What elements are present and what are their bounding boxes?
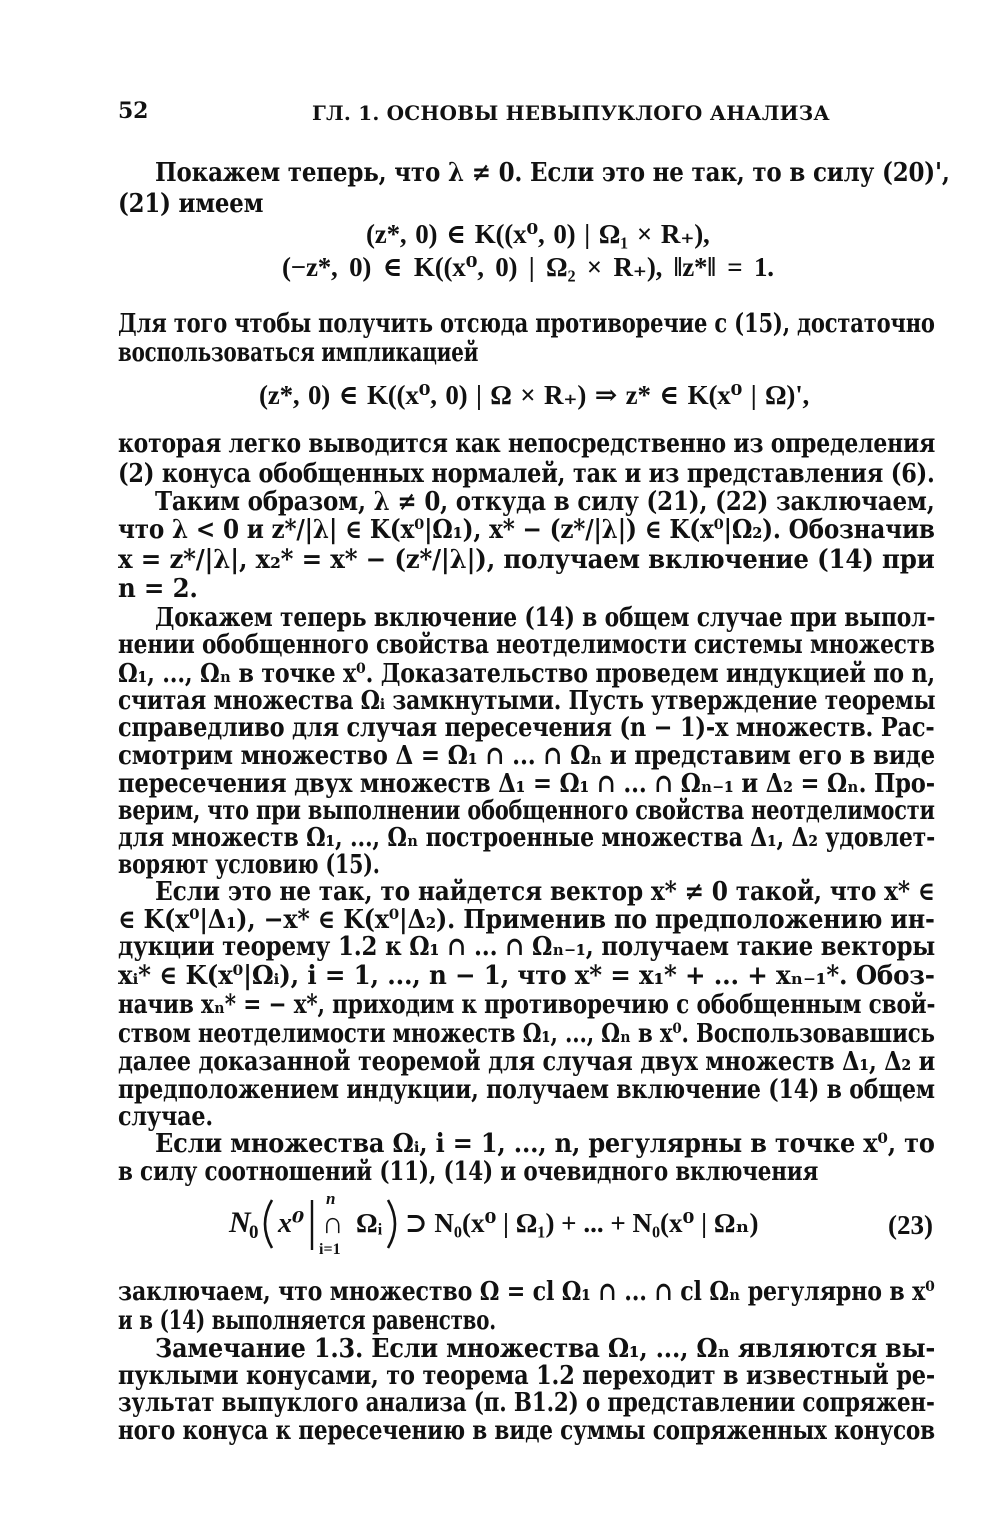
text-line: Если это не так, то найдется вектор x* ≠ 0 такой, что x* ∈ bbox=[155, 877, 935, 907]
text-line: которая легко выводится как непосредственно из определения bbox=[118, 429, 936, 459]
formula-line: (z*, 0) ∈ K((x⁰, 0) | Ω × R₊) ⇒ z* ∈ K(x⁰ | Ω)', bbox=[259, 380, 810, 410]
text-line: (21) имеем bbox=[118, 189, 264, 219]
eq-rhs: ⊃ N₀(x⁰ | Ω₁) + ... + N₀(x⁰ | Ωₙ) bbox=[405, 1208, 759, 1238]
eq-N-subscript: 0 bbox=[249, 1222, 259, 1243]
display-equation bbox=[0, 1186, 1000, 1266]
eq-N: N bbox=[229, 1206, 251, 1239]
text-line: ∈ K(x⁰|Δ₁), −x* ∈ K(x⁰|Δ₂). Применив по предположению ин- bbox=[118, 905, 935, 935]
text-line: воряют условию (15). bbox=[118, 850, 380, 880]
text-line: пуклыми конусами, то теорема 1.2 переходит в известный ре- bbox=[118, 1361, 935, 1391]
text-line: воспользоваться импликацией bbox=[118, 338, 479, 368]
text-line: что λ < 0 и z*/|λ| ∈ K(x⁰|Ω₁), x* − (z*/|λ|) ∈ K(x⁰|Ω₂). Обозначив bbox=[118, 515, 935, 545]
text-line: и в (14) выполняется равенство. bbox=[118, 1306, 496, 1336]
formula-line: (z*, 0) ∈ K((x⁰, 0) | Ω₁ × R₊), bbox=[366, 219, 710, 249]
text-line: верим, что при выполнении обобщенного свойства неотделимости bbox=[118, 796, 935, 826]
text-line: Покажем теперь, что λ ≠ 0. Если это не так, то в силу (20)', bbox=[155, 158, 950, 188]
right-paren bbox=[388, 1200, 395, 1248]
text-line: нении обобщенного свойства неотделимости системы множеств bbox=[118, 630, 935, 660]
text-line: далее доказанной теоремой для случая двух множеств Δ₁, Δ₂ и bbox=[118, 1047, 936, 1077]
text-line: считая множества Ωᵢ замкнутыми. Пусть утверждение теоремы bbox=[118, 686, 936, 716]
text-line: в силу соотношений (11), (14) и очевидного включения bbox=[118, 1157, 819, 1187]
text-line: смотрим множество Δ = Ω₁ ∩ ... ∩ Ωₙ и представим его в виде bbox=[118, 741, 935, 771]
equation-number: (23) bbox=[888, 1210, 933, 1240]
text-line: Если множества Ωᵢ, i = 1, ..., n, регулярны в точке x⁰, то bbox=[155, 1129, 935, 1159]
running-title: ГЛ. 1. ОСНОВЫ НЕВЫПУКЛОГО АНАЛИЗА bbox=[312, 101, 830, 125]
left-paren bbox=[265, 1200, 272, 1248]
text-line: Для того чтобы получить отсюда противоречие с (15), достаточно bbox=[118, 309, 935, 339]
page-number: 52 bbox=[118, 98, 149, 124]
text-line: заключаем, что множество Ω = cl Ω₁ ∩ ... ∩ cl Ωₙ регулярно в x⁰ bbox=[118, 1277, 935, 1307]
cap-lower-limit: i=1 bbox=[319, 1241, 341, 1258]
text-line: для множеств Ω₁, ..., Ωₙ построенные множества Δ₁, Δ₂ удовлет- bbox=[118, 823, 936, 853]
cap-upper-limit: n bbox=[326, 1189, 336, 1208]
text-line: x = z*/|λ|, x₂* = x* − (z*/|λ|), получаем включение (14) при bbox=[118, 545, 935, 575]
eq-omega-i: Ωᵢ bbox=[356, 1208, 383, 1238]
text-line: справедливо для случая пересечения (n − 1)-x множеств. Рас- bbox=[118, 713, 935, 743]
text-line: Ω₁, ..., Ωₙ в точке x⁰. Доказательство проведем индукцией по n, bbox=[118, 659, 935, 689]
text-line: xᵢ* ∈ K(x⁰|Ωᵢ), i = 1, ..., n − 1, что x* = x₁* + ... + xₙ₋₁*. Обоз- bbox=[118, 961, 935, 991]
text-line: (2) конуса обобщенных нормалей, так и из представления (6). bbox=[118, 459, 935, 489]
text-line: Таким образом, λ ≠ 0, откуда в силу (21), (22) заключаем, bbox=[155, 487, 935, 517]
text-line: Докажем теперь включение (14) в общем случае при выпол- bbox=[155, 603, 936, 633]
text-line: n = 2. bbox=[118, 574, 198, 604]
text-line: ством неотделимости множеств Ω₁, ..., Ωₙ в x⁰. Воспользовавшись bbox=[118, 1019, 935, 1049]
text-line: начив xₙ* = − x*, приходим к противоречию с обобщенным свой- bbox=[118, 990, 936, 1020]
text-line: ного конуса к пересечению в виде суммы сопряженных конусов bbox=[118, 1416, 935, 1446]
cap-symbol: ∩ bbox=[322, 1207, 344, 1240]
formula-line: (−z*, 0) ∈ K((x⁰, 0) | Ω₂ × R₊), ‖z*‖ = 1. bbox=[282, 252, 774, 282]
text-line: пересечения двух множеств Δ₁ = Ω₁ ∩ ... ∩ Ωₙ₋₁ и Δ₂ = Ωₙ. Про- bbox=[118, 769, 935, 799]
text-line: зультат выпуклого анализа (п. B1.2) о представлении сопряжен- bbox=[118, 1388, 935, 1418]
text-line: Замечание 1.3. Если множества Ω₁, ..., Ωₙ являются вы- bbox=[155, 1334, 936, 1364]
text-line: дукции теорему 1.2 к Ω₁ ∩ ... ∩ Ωₙ₋₁, получаем такие векторы bbox=[118, 932, 936, 962]
eq-x0: x⁰ bbox=[278, 1208, 305, 1239]
text-line: случае. bbox=[118, 1102, 213, 1132]
text-line: предположением индукции, получаем включение (14) в общем bbox=[118, 1075, 935, 1105]
